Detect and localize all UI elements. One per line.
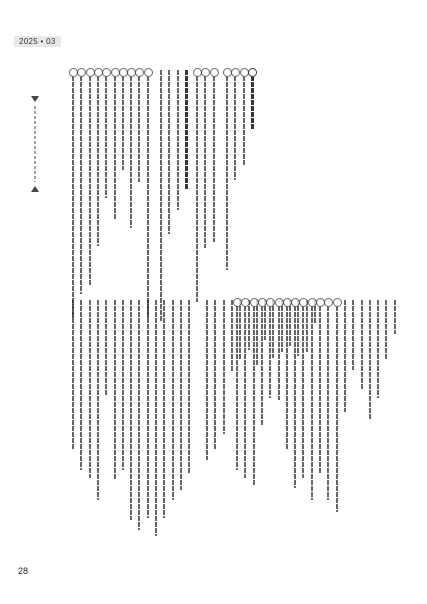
script-column — [206, 300, 208, 460]
script-column — [122, 70, 124, 170]
script-column — [97, 300, 99, 500]
script-column — [394, 300, 396, 334]
script-column — [188, 300, 190, 474]
script-column — [256, 300, 258, 366]
script-column — [272, 300, 274, 358]
script-column — [147, 300, 149, 518]
script-column — [180, 300, 182, 490]
script-column — [226, 70, 228, 270]
script-column — [138, 70, 140, 182]
script-column — [97, 70, 99, 246]
script-column — [214, 300, 216, 450]
script-column — [72, 70, 74, 318]
script-column — [172, 300, 174, 500]
script-column — [231, 300, 233, 372]
script-column — [168, 70, 170, 234]
script-column — [239, 300, 241, 360]
script-column — [306, 300, 308, 352]
script-column — [311, 300, 313, 500]
script-column — [251, 70, 254, 130]
script-column — [344, 300, 346, 412]
page-number: 28 — [18, 566, 29, 576]
script-column — [147, 70, 149, 318]
script-column — [196, 70, 198, 302]
script-column — [327, 300, 329, 500]
script-column — [361, 300, 363, 390]
script-column — [114, 300, 116, 480]
script-column — [248, 300, 250, 350]
script-column — [155, 300, 157, 536]
script-column — [89, 300, 91, 478]
script-column — [89, 70, 91, 286]
script-column — [236, 300, 238, 470]
script-column — [213, 70, 215, 242]
script-column — [253, 300, 255, 486]
script-column — [244, 300, 246, 478]
script-column — [377, 300, 379, 398]
script-column — [72, 300, 74, 450]
script-column — [160, 70, 162, 322]
script-column — [177, 70, 179, 210]
running-header-script — [34, 106, 36, 182]
script-column — [130, 70, 132, 228]
script-column — [163, 300, 165, 518]
header-ornament-bottom-icon — [31, 186, 39, 192]
script-column — [130, 300, 132, 520]
header-ornament-top-icon — [31, 96, 39, 102]
script-column — [286, 300, 288, 450]
script-column — [234, 70, 236, 180]
script-column — [105, 300, 107, 396]
script-column — [297, 300, 299, 356]
script-column — [269, 300, 271, 398]
script-column — [80, 300, 82, 470]
script-column — [185, 70, 188, 190]
script-column — [294, 300, 296, 488]
script-column — [114, 70, 116, 220]
script-column — [281, 300, 283, 352]
script-column — [261, 300, 263, 426]
script-column — [302, 300, 304, 478]
script-column — [336, 300, 338, 512]
script-column — [352, 300, 354, 370]
script-column — [223, 300, 225, 434]
script-column — [122, 300, 124, 470]
script-column — [138, 300, 140, 530]
script-column — [369, 300, 371, 420]
script-column — [80, 70, 82, 294]
script-column — [319, 300, 321, 474]
script-column — [204, 70, 206, 248]
script-column — [243, 70, 245, 166]
script-column — [289, 300, 291, 346]
script-column — [278, 300, 280, 400]
script-column — [105, 70, 107, 198]
script-column — [385, 300, 387, 360]
issue-badge: 2025 • 03 — [14, 36, 61, 47]
